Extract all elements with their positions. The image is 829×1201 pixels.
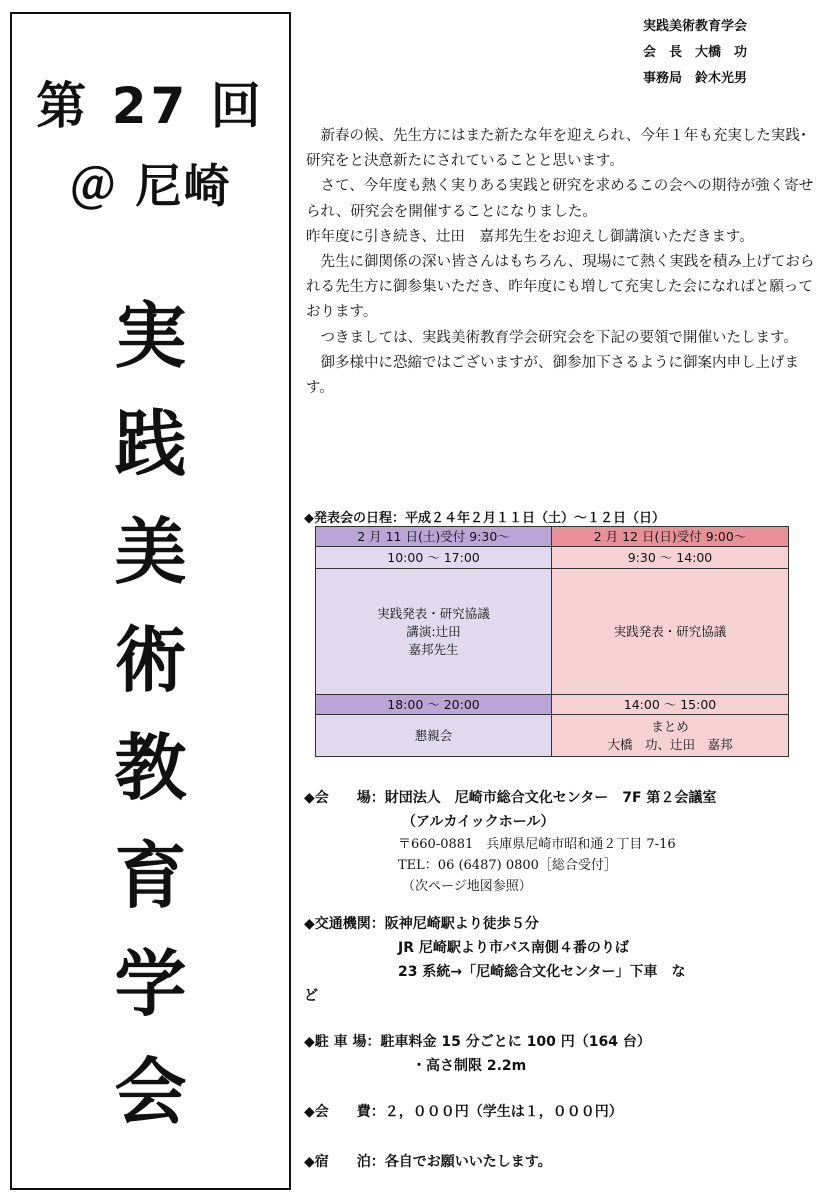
day1-event2: 懇親会: [316, 715, 552, 757]
organization-name: 実践美術教育学会: [643, 19, 748, 34]
day2-time2: 14:00 ～ 15:00: [552, 695, 789, 715]
vertical-char: 学: [114, 941, 187, 1026]
location-title: ＠ 尼崎: [69, 159, 232, 213]
day1-session: [316, 569, 552, 695]
schedule-title: ◆発表会の日程：平成２４年２月１１日（土）～１２日（日）: [304, 511, 665, 526]
president-line: 会 長 大橋 功: [643, 45, 748, 60]
parking-line: ◆駐 車 場：駐車料金 15 分ごとに 100 円（164 台）: [304, 1034, 651, 1050]
schedule-table: [315, 526, 789, 757]
transport-line: JR 尼崎駅より市バス南側４番のりば: [398, 940, 629, 956]
intro-paragraph: 先生に御関係の深い皆さんはもちろん、現場にて熱く実践を積み上げておられる先生方に御参集いただき、昨年度にも増して充実した会になればと願っております。: [306, 254, 815, 321]
parking-section: [304, 1030, 651, 1078]
title-panel: [10, 12, 291, 1190]
vertical-society-name: [12, 282, 289, 1146]
day1-time2: 18:00 ～ 20:00: [316, 695, 552, 715]
venue-section: [304, 786, 716, 897]
day1-session-line: 嘉邦先生: [408, 641, 459, 657]
day2-event2-line: 大橋 功、辻田 嘉邦: [607, 736, 733, 752]
venue-tel: TEL：06 (6487) 0800［総合受付］: [398, 858, 617, 873]
transport-section: [304, 912, 686, 1008]
day1-time1: 10:00 ～ 17:00: [316, 547, 552, 569]
day1-session-line: 講演:辻田: [406, 623, 461, 639]
intro-paragraph: 新春の候、先生方にはまた新たな年を迎えられ、今年１年も充実した実践･研究をと決意新たにされていることと思います。: [306, 128, 808, 170]
intro-paragraph: さて、今年度も熱く実りある実践と研究を求めるこの会への期待が強く寄せられ、研究会を開催することになりました。: [306, 178, 814, 220]
day2-session: 実践発表・研究協議: [552, 569, 789, 695]
vertical-char: 教: [114, 725, 187, 810]
vertical-char: 育: [114, 833, 187, 918]
intro-text: [306, 124, 818, 401]
vertical-char: 践: [114, 401, 187, 486]
venue-address: 〒660-0881 兵庫県尼崎市昭和通２丁目 7-16: [398, 837, 676, 852]
day2-header: 2 月 12 日(日)受付 9:00～: [552, 527, 789, 547]
transport-line: 23 系統→「尼崎総合文化センター」下車 な: [398, 964, 686, 980]
venue-map-note: （次ページ地図参照）: [402, 879, 532, 894]
intro-paragraph: つきましては、実践美術教育学会研究会を下記の要領で開催いたします。: [320, 329, 798, 346]
lodging-section: [304, 1150, 552, 1174]
intro-paragraph: 御多様中に恐縮ではございますが、御参加下さるように御案内申し上げます。: [306, 354, 799, 397]
lodging-line: ◆宿 泊：各自でお願いいたします。: [304, 1154, 552, 1170]
day2-event2: [552, 715, 789, 757]
parking-line: ・高さ制限 2.2m: [412, 1058, 527, 1074]
vertical-char: 術: [114, 617, 187, 702]
day1-header: 2 月 11 日(土)受付 9:30～: [316, 527, 552, 547]
venue-subname: （アルカイックホール）: [402, 814, 555, 830]
vertical-char: 会: [114, 1049, 187, 1134]
vertical-char: 実: [114, 293, 187, 378]
day1-session-line: 実践発表・研究協議: [377, 605, 490, 621]
day2-time1: 9:30 ～ 14:00: [552, 547, 789, 569]
day2-event2-line: まとめ: [651, 718, 689, 734]
secretariat-line: 事務局 鈴木光男: [643, 71, 748, 86]
fee-line: ◆会 費：２，０００円（学生は１，０００円）: [304, 1104, 623, 1120]
transport-line: ど: [304, 988, 318, 1004]
edition-title: 第 27 回: [36, 77, 265, 135]
transport-line: ◆交通機関：阪神尼崎駅より徒歩５分: [304, 916, 539, 932]
vertical-char: 美: [114, 509, 187, 594]
organization-block: [643, 14, 747, 92]
venue-label: ◆会 場：財団法人 尼崎市総合文化センター 7F 第２会議室: [304, 790, 717, 806]
fee-section: [304, 1100, 623, 1124]
intro-paragraph: 昨年度に引き続き、辻田 嘉邦先生をお迎えし御講演いただきます。: [306, 228, 754, 245]
